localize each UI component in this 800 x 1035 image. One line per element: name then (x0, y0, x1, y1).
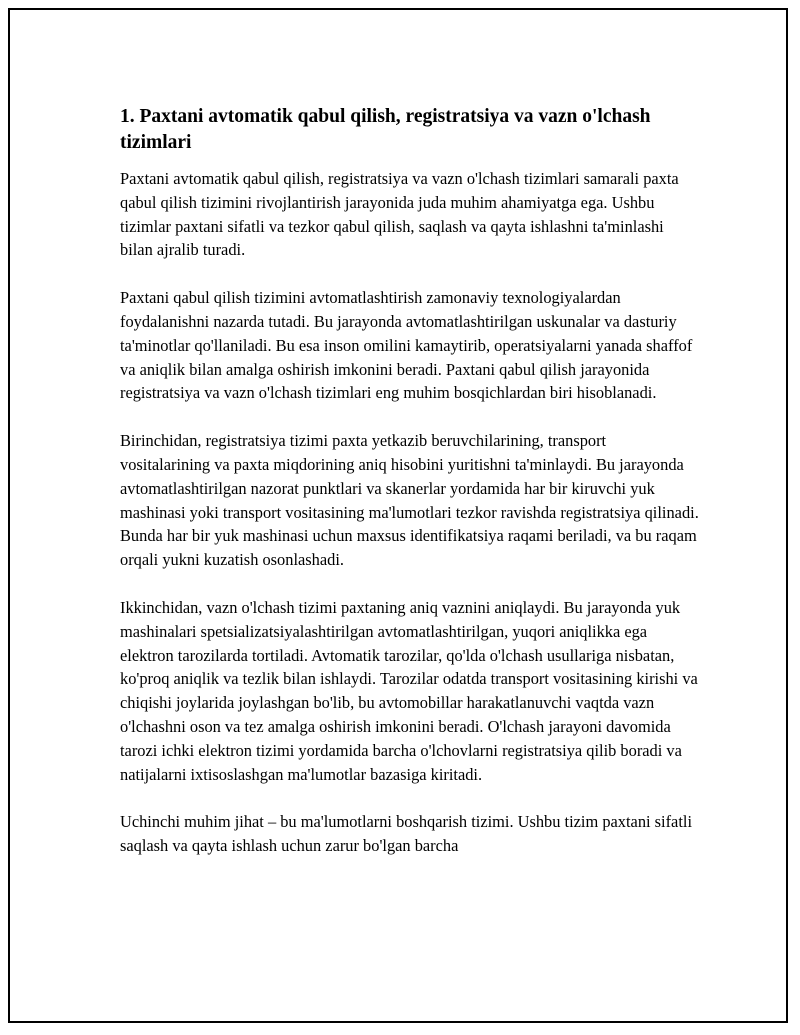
paragraph-registration: Birinchidan, registratsiya tizimi paxta yetkazib beruvchilarining, transport vositalarining va paxta miqdorining aniq hisobini yuritishni ta'minlaydi. Bu jarayonda avtomatlashtirilgan nazorat punktlari va skanerlar yordamida har bir kiruvchi yuk mashinasi yoki transport vositasining ma'lumotlari tezkor ravishda registratsiya qilinadi. Bunda har bir yuk mashinasi uchun maxsus identifikatsiya raqami beriladi, va bu raqam orqali yukni kuzatish osonlashadi. (120, 431, 699, 570)
paragraph-automation: Paxtani qabul qilish tizimini avtomatlashtirish zamonaviy texnologiyalardan foydalanishni nazarda tutadi. Bu jarayonda avtomatlashtirilgan uskunalar va dasturiy ta'minotlar qo'llaniladi. Bu esa inson omilini kamaytirib, operatsiyalarni yanada shaffof va aniqlik bilan amalga oshirish imkonini beradi. Paxtani qabul qilish jarayonida registratsiya va vazn o'lchash tizimlari eng muhim bosqichlardan biri hisoblanadi. (120, 288, 693, 403)
page-frame (8, 8, 788, 1023)
paragraph-data-management: Uchinchi muhim jihat – bu ma'lumotlarni boshqarish tizimi. Ushbu tizim paxtani sifatli saqlash va qayta ishlash uchun zarur bo'lgan barcha (120, 812, 692, 856)
paragraph-intro: Paxtani avtomatik qabul qilish, registratsiya va vazn o'lchash tizimlari samarali paxta qabul qilish tizimini rivojlantirish jarayonida juda muhim ahamiyatga ega. Ushbu tizimlar paxtani sifatli va tezkor qabul qilish, saqlash va qayta ishlashni ta'minlashi bilan ajralib turadi. (120, 169, 679, 260)
section-heading: 1. Paxtani avtomatik qabul qilish, registratsiya va vazn o'lchash tizimlari (120, 106, 651, 153)
paragraph-weighing: Ikkinchidan, vazn o'lchash tizimi paxtaning aniq vaznini aniqlaydi. Bu jarayonda yuk mashinalari spetsializatsiyalashtirilgan avtomatlashtirilgan, yuqori aniqlikka ega elektron tarozilarda tortiladi. Avtomatik tarozilar, qo'lda o'lchash usullariga nisbatan, ko'proq aniqlik va tezlik bilan ishlaydi. Tarozilar odatda transport vositasining kirishi va chiqishi joylarida joylashgan bo'lib, bu avtomobillar harakatlanuvchi vaqtda vazn o'lchashni oson va tez amalga oshirish imkonini beradi. O'lchash jarayoni davomida tarozi ichki elektron tizimi yordamida barcha o'lchovlarni registratsiya qilib boradi va natijalarni ixtisoslashgan ma'lumotlar bazasiga kiritadi. (120, 597, 698, 784)
document-body (120, 104, 700, 882)
